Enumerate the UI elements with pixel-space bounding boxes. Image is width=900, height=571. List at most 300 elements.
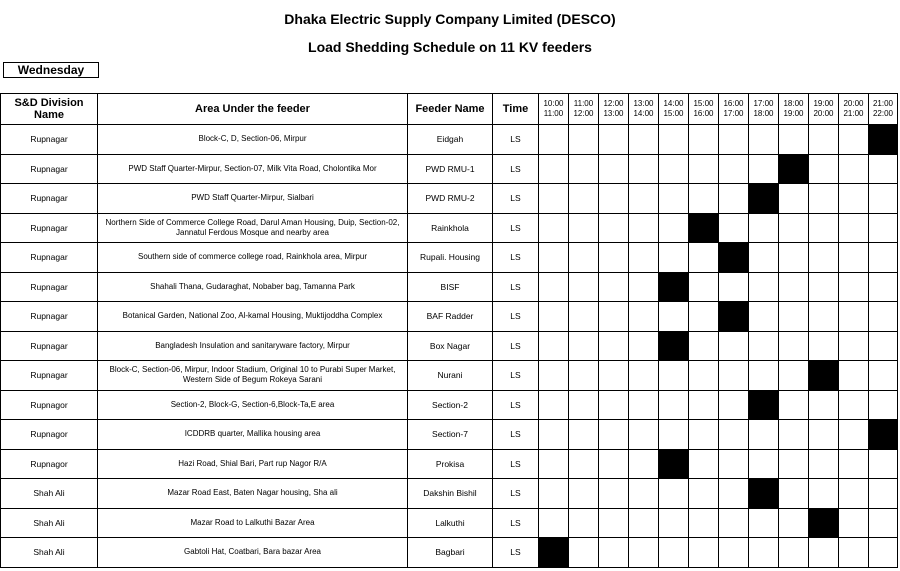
slot-cell [539, 184, 569, 214]
slot-cell [659, 243, 689, 273]
slot-cell [869, 125, 898, 155]
slot-cell [719, 302, 749, 332]
slot-cell [869, 479, 898, 509]
slot-cell [689, 508, 719, 538]
header-slot [779, 94, 809, 125]
page-subtitle: Load Shedding Schedule on 11 KV feeders [308, 39, 592, 55]
time-cell: LS [493, 125, 539, 155]
slot-cell [809, 243, 839, 273]
slot-cell [869, 361, 898, 391]
slot-cell [659, 331, 689, 361]
area-cell: Section-2, Block-G, Section-6,Block-Ta,E area [98, 390, 408, 420]
division-cell: Rupnagar [1, 361, 98, 391]
feeder-cell: Bagbari [408, 538, 493, 568]
slot-cell [689, 154, 719, 184]
slot-to: 21:00 [843, 109, 864, 118]
slot-cell [779, 420, 809, 450]
slot-cell [569, 272, 599, 302]
slot-to: 13:00 [603, 109, 624, 118]
area-cell: Mazar Road East, Baten Nagar housing, Sha ali [98, 479, 408, 509]
table-row [1, 125, 898, 155]
feeder-cell: Box Nagar [408, 331, 493, 361]
slot-cell [779, 361, 809, 391]
slot-cell [839, 449, 869, 479]
slot-cell [629, 125, 659, 155]
slot-cell [839, 302, 869, 332]
table-row [1, 508, 898, 538]
slot-cell [779, 184, 809, 214]
slot-to: 16:00 [693, 109, 714, 118]
table-row [1, 331, 898, 361]
slot-from: 21:00 [872, 99, 894, 108]
slot-cell [599, 479, 629, 509]
area-cell: Southern side of commerce college road, Rainkhola area, Mirpur [98, 243, 408, 273]
header-slot [539, 94, 569, 125]
slot-cell [599, 243, 629, 273]
slot-cell [869, 213, 898, 243]
slot-cell [629, 154, 659, 184]
slot-to: 19:00 [783, 109, 804, 118]
header-row [1, 94, 898, 125]
slot-to: 15:00 [663, 109, 684, 118]
slot-cell [809, 125, 839, 155]
slot-cell [569, 420, 599, 450]
division-cell: Rupnagar [1, 184, 98, 214]
slot-cell [629, 390, 659, 420]
slot-cell [809, 331, 839, 361]
table-row [1, 213, 898, 243]
slot-cell [779, 449, 809, 479]
slot-cell [629, 479, 659, 509]
slot-cell [599, 154, 629, 184]
time-cell: LS [493, 479, 539, 509]
header-slot [689, 94, 719, 125]
slot-cell [659, 508, 689, 538]
feeder-cell: Lalkuthi [408, 508, 493, 538]
slot-cell [719, 538, 749, 568]
slot-cell [659, 125, 689, 155]
slot-cell [569, 390, 599, 420]
slot-from: 13:00 [633, 99, 654, 108]
slot-cell [719, 449, 749, 479]
slot-from: 12:00 [603, 99, 624, 108]
table-row [1, 479, 898, 509]
feeder-cell: Prokisa [408, 449, 493, 479]
area-cell: PWD Staff Quarter-Mirpur, Sialbari [98, 184, 408, 214]
slot-to: 18:00 [753, 109, 774, 118]
slot-cell [569, 243, 599, 273]
table-row [1, 390, 898, 420]
slot-cell [569, 184, 599, 214]
time-cell: LS [493, 184, 539, 214]
slot-cell [749, 302, 779, 332]
feeder-cell: BISF [408, 272, 493, 302]
slot-from: 17:00 [753, 99, 774, 108]
area-cell: Bangladesh Insulation and sanitaryware factory, Mirpur [98, 331, 408, 361]
slot-cell [839, 184, 869, 214]
slot-from: 18:00 [783, 99, 804, 108]
division-cell: Rupnagar [1, 243, 98, 273]
slot-cell [779, 302, 809, 332]
slot-cell [689, 420, 719, 450]
slot-cell [869, 272, 898, 302]
slot-cell [599, 508, 629, 538]
slot-cell [839, 213, 869, 243]
time-cell: LS [493, 331, 539, 361]
slot-cell [599, 213, 629, 243]
slot-cell [689, 213, 719, 243]
slot-cell [719, 213, 749, 243]
slot-cell [659, 538, 689, 568]
header-slot [569, 94, 599, 125]
time-cell: LS [493, 449, 539, 479]
slot-cell [599, 538, 629, 568]
slot-cell [569, 302, 599, 332]
slot-cell [779, 154, 809, 184]
slot-cell [869, 243, 898, 273]
slot-cell [749, 154, 779, 184]
feeder-cell: Eidgah [408, 125, 493, 155]
slot-to: 11:00 [543, 109, 564, 118]
division-cell: Shah Ali [1, 479, 98, 509]
division-cell: Rupnagar [1, 272, 98, 302]
slot-cell [779, 243, 809, 273]
slot-cell [869, 184, 898, 214]
slot-cell [809, 272, 839, 302]
slot-cell [719, 272, 749, 302]
slot-cell [689, 125, 719, 155]
slot-cell [629, 361, 659, 391]
slot-cell [749, 125, 779, 155]
feeder-cell: Nurani [408, 361, 493, 391]
slot-cell [539, 154, 569, 184]
slot-cell [749, 213, 779, 243]
area-cell: PWD Staff Quarter-Mirpur, Section-07, Milk Vita Road, Cholontika Mor [98, 154, 408, 184]
feeder-cell: Section-2 [408, 390, 493, 420]
slot-cell [629, 538, 659, 568]
slot-cell [629, 331, 659, 361]
table-row [1, 154, 898, 184]
table-row [1, 420, 898, 450]
table-row [1, 538, 898, 568]
slot-to: 14:00 [633, 109, 654, 118]
slot-cell [869, 538, 898, 568]
time-cell: LS [493, 302, 539, 332]
slot-cell [809, 184, 839, 214]
slot-cell [839, 243, 869, 273]
slot-cell [599, 449, 629, 479]
slot-cell [719, 184, 749, 214]
slot-from: 15:00 [693, 99, 714, 108]
slot-cell [869, 508, 898, 538]
slot-cell [659, 479, 689, 509]
slot-cell [569, 538, 599, 568]
slot-cell [539, 390, 569, 420]
slot-cell [629, 213, 659, 243]
slot-cell [659, 154, 689, 184]
slot-cell [539, 420, 569, 450]
slot-cell [779, 508, 809, 538]
slot-cell [809, 154, 839, 184]
slot-cell [539, 361, 569, 391]
slot-cell [809, 479, 839, 509]
slot-cell [659, 302, 689, 332]
slot-cell [839, 361, 869, 391]
slot-cell [749, 184, 779, 214]
slot-cell [719, 154, 749, 184]
division-cell: Rupnagar [1, 213, 98, 243]
slot-cell [599, 420, 629, 450]
slot-from: 20:00 [843, 99, 864, 108]
slot-cell [689, 449, 719, 479]
division-cell: Rupnagar [1, 154, 98, 184]
slot-cell [869, 331, 898, 361]
slot-cell [659, 213, 689, 243]
header-time: Time [493, 94, 539, 125]
slot-cell [749, 331, 779, 361]
slot-cell [659, 361, 689, 391]
slot-from: 19:00 [813, 99, 834, 108]
slot-cell [869, 449, 898, 479]
division-cell: Rupnagar [1, 125, 98, 155]
division-cell: Rupnagor [1, 390, 98, 420]
slot-cell [839, 272, 869, 302]
feeder-cell: PWD RMU-1 [408, 154, 493, 184]
slot-cell [749, 538, 779, 568]
table-row [1, 243, 898, 273]
slot-cell [569, 479, 599, 509]
slot-cell [779, 213, 809, 243]
slot-to: 12:00 [573, 109, 594, 118]
slot-cell [569, 449, 599, 479]
slot-cell [569, 213, 599, 243]
area-cell: Block-C, Section-06, Mirpur, Indoor Stadium, Original 10 to Purabi Super Market, Western Side of Begum Rokeya Sarani [98, 361, 408, 391]
division-cell: Rupnagar [1, 302, 98, 332]
table-row [1, 272, 898, 302]
header-slot [869, 94, 898, 125]
header-area: Area Under the feeder [98, 94, 408, 125]
slot-cell [839, 508, 869, 538]
slot-cell [599, 302, 629, 332]
area-cell: Botanical Garden, National Zoo, Al-kamal Housing, Muktijoddha Complex [98, 302, 408, 332]
slot-cell [749, 390, 779, 420]
slot-cell [599, 361, 629, 391]
slot-cell [779, 125, 809, 155]
area-cell: Hazi Road, Shial Bari, Part rup Nagor R/A [98, 449, 408, 479]
slot-cell [839, 125, 869, 155]
slot-cell [809, 361, 839, 391]
slot-cell [809, 390, 839, 420]
slot-cell [749, 243, 779, 273]
slot-cell [809, 508, 839, 538]
area-cell: Gabtoli Hat, Coatbari, Bara bazar Area [98, 538, 408, 568]
slot-cell [539, 302, 569, 332]
slot-cell [569, 361, 599, 391]
division-cell: Rupnagor [1, 449, 98, 479]
slot-cell [839, 154, 869, 184]
slot-cell [689, 243, 719, 273]
slot-cell [689, 479, 719, 509]
slot-cell [659, 390, 689, 420]
time-cell: LS [493, 538, 539, 568]
area-cell: ICDDRB quarter, Mallika housing area [98, 420, 408, 450]
time-cell: LS [493, 508, 539, 538]
feeder-cell: Section-7 [408, 420, 493, 450]
slot-cell [539, 538, 569, 568]
slot-cell [839, 331, 869, 361]
slot-cell [869, 420, 898, 450]
feeder-cell: BAF Radder [408, 302, 493, 332]
table-row [1, 184, 898, 214]
header-division: S&D Division Name [1, 94, 98, 125]
slot-cell [599, 331, 629, 361]
slot-cell [689, 538, 719, 568]
slot-cell [539, 243, 569, 273]
header-slot [659, 94, 689, 125]
slot-cell [689, 390, 719, 420]
slot-cell [809, 538, 839, 568]
slot-cell [719, 479, 749, 509]
area-cell: Mazar Road to Lalkuthi Bazar Area [98, 508, 408, 538]
slot-from: 10:00 [543, 99, 564, 108]
slot-cell [629, 243, 659, 273]
slot-cell [689, 302, 719, 332]
slot-cell [779, 390, 809, 420]
slot-from: 16:00 [723, 99, 744, 108]
slot-cell [539, 125, 569, 155]
page-title: Dhaka Electric Supply Company Limited (DESCO) [284, 11, 616, 27]
header-slot [629, 94, 659, 125]
header-slot [839, 94, 869, 125]
slot-cell [719, 420, 749, 450]
slot-cell [869, 390, 898, 420]
time-cell: LS [493, 213, 539, 243]
time-cell: LS [493, 272, 539, 302]
slot-cell [539, 449, 569, 479]
slot-cell [839, 538, 869, 568]
slot-cell [719, 361, 749, 391]
table-row [1, 449, 898, 479]
slot-cell [689, 361, 719, 391]
feeder-cell: Rupali. Housing [408, 243, 493, 273]
slot-cell [539, 272, 569, 302]
slot-cell [809, 420, 839, 450]
slot-cell [779, 272, 809, 302]
slot-cell [539, 508, 569, 538]
division-cell: Rupnagor [1, 420, 98, 450]
slot-cell [749, 508, 779, 538]
time-cell: LS [493, 361, 539, 391]
time-cell: LS [493, 390, 539, 420]
header-slot [719, 94, 749, 125]
slot-cell [629, 302, 659, 332]
slot-cell [599, 272, 629, 302]
table-row [1, 302, 898, 332]
slot-cell [749, 272, 779, 302]
slot-cell [629, 272, 659, 302]
slot-cell [869, 302, 898, 332]
slot-cell [539, 479, 569, 509]
slot-cell [749, 420, 779, 450]
header-feeder: Feeder Name [408, 94, 493, 125]
slot-cell [629, 449, 659, 479]
slot-cell [809, 302, 839, 332]
time-cell: LS [493, 154, 539, 184]
slot-cell [689, 184, 719, 214]
slot-cell [779, 331, 809, 361]
table-row [1, 361, 898, 391]
slot-cell [629, 420, 659, 450]
slot-cell [629, 184, 659, 214]
slot-cell [689, 331, 719, 361]
slot-to: 22:00 [872, 109, 894, 118]
slot-cell [779, 538, 809, 568]
slot-cell [719, 125, 749, 155]
slot-cell [659, 272, 689, 302]
day-label: Wednesday [3, 62, 99, 78]
time-cell: LS [493, 420, 539, 450]
slot-cell [569, 125, 599, 155]
slot-cell [689, 272, 719, 302]
slot-to: 17:00 [723, 109, 744, 118]
area-cell: Block-C, D, Section-06, Mirpur [98, 125, 408, 155]
slot-cell [569, 154, 599, 184]
slot-cell [719, 390, 749, 420]
slot-cell [719, 243, 749, 273]
slot-cell [749, 361, 779, 391]
slot-cell [779, 479, 809, 509]
slot-cell [749, 449, 779, 479]
header-slot [749, 94, 779, 125]
slot-from: 11:00 [573, 99, 594, 108]
slot-cell [809, 449, 839, 479]
time-cell: LS [493, 243, 539, 273]
slot-cell [629, 508, 659, 538]
division-cell: Shah Ali [1, 508, 98, 538]
slot-cell [659, 420, 689, 450]
slot-cell [719, 508, 749, 538]
feeder-cell: Dakshin Bishil [408, 479, 493, 509]
slot-cell [599, 125, 629, 155]
slot-cell [839, 420, 869, 450]
division-cell: Shah Ali [1, 538, 98, 568]
slot-cell [839, 390, 869, 420]
slot-cell [719, 331, 749, 361]
slot-cell [569, 331, 599, 361]
slot-cell [839, 479, 869, 509]
slot-cell [599, 184, 629, 214]
slot-cell [869, 154, 898, 184]
header-slot [599, 94, 629, 125]
schedule-table [0, 93, 898, 568]
slot-cell [749, 479, 779, 509]
slot-cell [569, 508, 599, 538]
slot-cell [539, 213, 569, 243]
area-cell: Northern Side of Commerce College Road, Darul Aman Housing, Duip, Section-02, Jannatul Ferdous Mosque and nearby area [98, 213, 408, 243]
slot-cell [599, 390, 629, 420]
slot-to: 20:00 [813, 109, 834, 118]
division-cell: Rupnagar [1, 331, 98, 361]
slot-cell [539, 331, 569, 361]
area-cell: Shahali Thana, Gudaraghat, Nobaber bag, Tamanna Park [98, 272, 408, 302]
feeder-cell: Rainkhola [408, 213, 493, 243]
slot-cell [809, 213, 839, 243]
header-slot [809, 94, 839, 125]
slot-cell [659, 449, 689, 479]
feeder-cell: PWD RMU-2 [408, 184, 493, 214]
slot-cell [659, 184, 689, 214]
slot-from: 14:00 [663, 99, 684, 108]
